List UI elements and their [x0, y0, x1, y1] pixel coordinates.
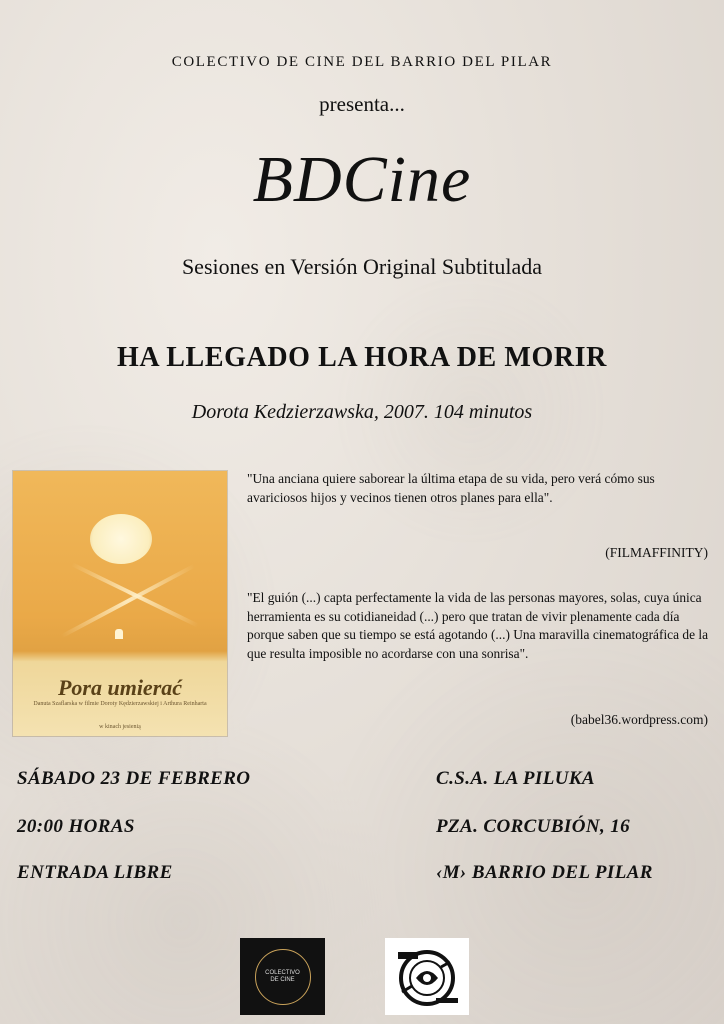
presenta-text: presenta... — [319, 92, 405, 116]
event-address: PZA. CORCUBIÓN, 16 — [436, 816, 631, 837]
film-title: HA LLEGADO LA HORA DE MORIR — [117, 342, 607, 373]
quote-babel36: "El guión (...) capta perfectamente la vida de las personas mayores, solas, cuya única herramienta es su cotidianeidad (...) pero que tratan de vivir plenamente cada día porque saben que su tiempo se está agotando (...) Una maravilla cinematográfica de la que resulta imposible no acordarse con una sonrisa". — [247, 590, 709, 661]
poster-release: w kinach jesienią — [99, 724, 141, 730]
event-date: SÁBADO 23 DE FEBRERO — [17, 768, 251, 789]
quote-source: (babel36.wordpress.com) — [570, 712, 708, 727]
film-meta: Dorota Kedzierzawska, 2007. 104 minutos — [191, 401, 533, 423]
collective-logo — [240, 938, 325, 1015]
event-entry: ENTRADA LIBRE — [17, 862, 173, 883]
collective-name: COLECTIVO DE CINE DEL BARRIO DEL PILAR — [171, 54, 553, 70]
poster-sun-icon — [90, 514, 152, 564]
film-poster — [13, 471, 227, 736]
poster-beam — [61, 564, 195, 638]
brand-title: BDCine — [252, 143, 472, 216]
piluka-emblem-icon — [385, 938, 469, 1015]
quote-filmaffinity: "Una anciana quiere saborear la última etapa de su vida, pero verá cómo sus avariciosos hijos y vecinos tienen otros planes para ella". — [247, 471, 655, 505]
poster-credits: Danuta Szaflarska w filmie Doroty Kędzierzawskiej i Arthura Reinharta — [33, 701, 207, 707]
poster-figure-icon — [115, 629, 123, 639]
event-venue: C.S.A. LA PILUKA — [436, 768, 595, 789]
piluka-emblem-svg — [392, 944, 462, 1010]
collective-logo-text: COLECTIVO DE CINE — [265, 969, 300, 983]
event-time: 20:00 HORAS — [17, 816, 135, 837]
event-metro: ‹M› BARRIO DEL PILAR — [436, 862, 653, 883]
session-subtitle: Sesiones en Versión Original Subtitulada — [181, 254, 543, 279]
collective-logo-ring — [255, 949, 311, 1005]
quote-source: (FILMAFFINITY) — [605, 545, 708, 560]
poster-title: Pora umierać — [57, 675, 183, 700]
